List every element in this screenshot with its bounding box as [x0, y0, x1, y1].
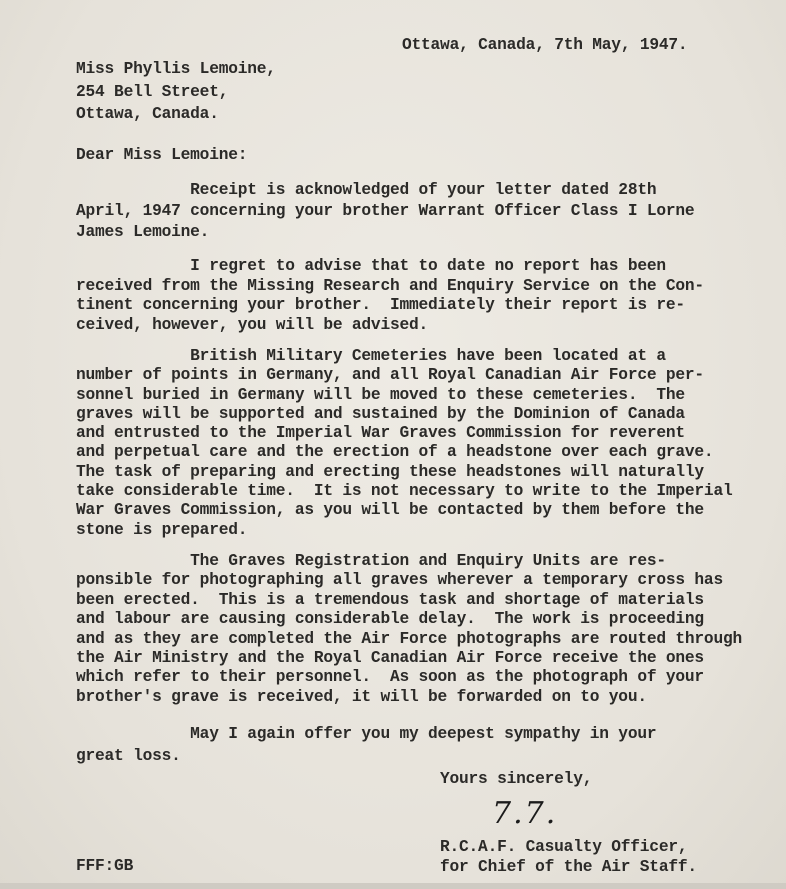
paragraph-line: ponsible for photographing all graves wherever a temporary cross has — [76, 571, 723, 590]
paragraph-line: ceived, however, you will be advised. — [76, 315, 429, 334]
paragraph-line: take considerable time. It is not necessary to write to the Imperial — [76, 482, 733, 501]
handwritten-signature: 7.7. — [492, 796, 558, 831]
signatory-block — [440, 837, 697, 877]
paragraph-line: graves will be supported and sustained by the Dominion of Canada — [76, 404, 685, 423]
reference-initials — [76, 856, 133, 876]
address-line: Miss Phyllis Lemoine, — [76, 60, 276, 78]
paragraph-line: tinent concerning your brother. Immediately their report is re- — [76, 296, 685, 314]
paragraph-line: The Graves Registration and Enquiry Units are res- — [76, 552, 666, 570]
paragraph-line: War Graves Commission, as you will be contacted by them before the — [76, 501, 704, 520]
date-line: Ottawa, Canada, 7th May, 1947. — [402, 36, 688, 54]
paragraph-cemeteries — [76, 347, 732, 540]
signatory-line: R.C.A.F. Casualty Officer, — [440, 838, 688, 856]
paragraph-line: the Air Ministry and the Royal Canadian Air Force receive the ones — [76, 649, 704, 668]
paragraph-line: and entrusted to the Imperial War Graves Commission for reverent — [76, 424, 685, 443]
address-line: 254 Bell Street, — [76, 82, 229, 101]
paragraph-line: Receipt is acknowledged of your letter dated 28th — [76, 181, 657, 199]
address-line: Ottawa, Canada. — [76, 105, 219, 124]
paragraph-line: sonnel buried in Germany will be moved to these cemeteries. The — [76, 385, 685, 404]
paragraph-line: great loss. — [76, 747, 181, 765]
paragraph-line: been erected. This is a tremendous task and shortage of materials — [76, 590, 704, 609]
paragraph-line: and perpetual care and the erection of a headstone over each grave. — [76, 443, 714, 462]
paragraph-line: number of points in Germany, and all Royal Canadian Air Force per- — [76, 366, 704, 385]
paragraph-acknowledgement — [76, 180, 694, 243]
salutation — [76, 144, 247, 167]
paragraph-line: received from the Missing Research and Enquiry Service on the Con- — [76, 276, 704, 295]
paragraph-line: May I again offer you my deepest sympathy in your — [76, 725, 657, 743]
paragraph-photographs — [76, 552, 742, 707]
paragraph-line: I regret to advise that to date no report has been — [76, 257, 666, 275]
closing-line: Yours sincerely, — [440, 770, 593, 788]
paragraph-line: and labour are causing considerable delay. The work is proceeding — [76, 610, 704, 629]
closing — [440, 769, 592, 789]
paragraph-line: The task of preparing and erecting these headstones will naturally — [76, 462, 704, 481]
recipient-address — [76, 58, 276, 126]
paragraph-line: British Military Cemeteries have been located at a — [76, 347, 666, 365]
page-bottom-edge — [0, 883, 786, 889]
paragraph-sympathy — [76, 723, 656, 767]
paragraph-line: April, 1947 concerning your brother Warrant Officer Class I Lorne — [76, 202, 695, 220]
salutation-line: Dear Miss Lemoine: — [76, 146, 248, 164]
paragraph-line: stone is prepared. — [76, 520, 248, 539]
signatory-line: for Chief of the Air Staff. — [440, 858, 697, 876]
paragraph-line: James Lemoine. — [76, 223, 210, 241]
paragraph-no-report — [76, 257, 704, 335]
paragraph-line: and as they are completed the Air Force photographs are routed through — [76, 629, 742, 648]
reference-line: FFF:GB — [76, 857, 134, 875]
letter-date — [402, 34, 687, 57]
paragraph-line: which refer to their personnel. As soon as the photograph of your — [76, 668, 704, 687]
paragraph-line: brother's grave is received, it will be forwarded on to you. — [76, 687, 647, 706]
